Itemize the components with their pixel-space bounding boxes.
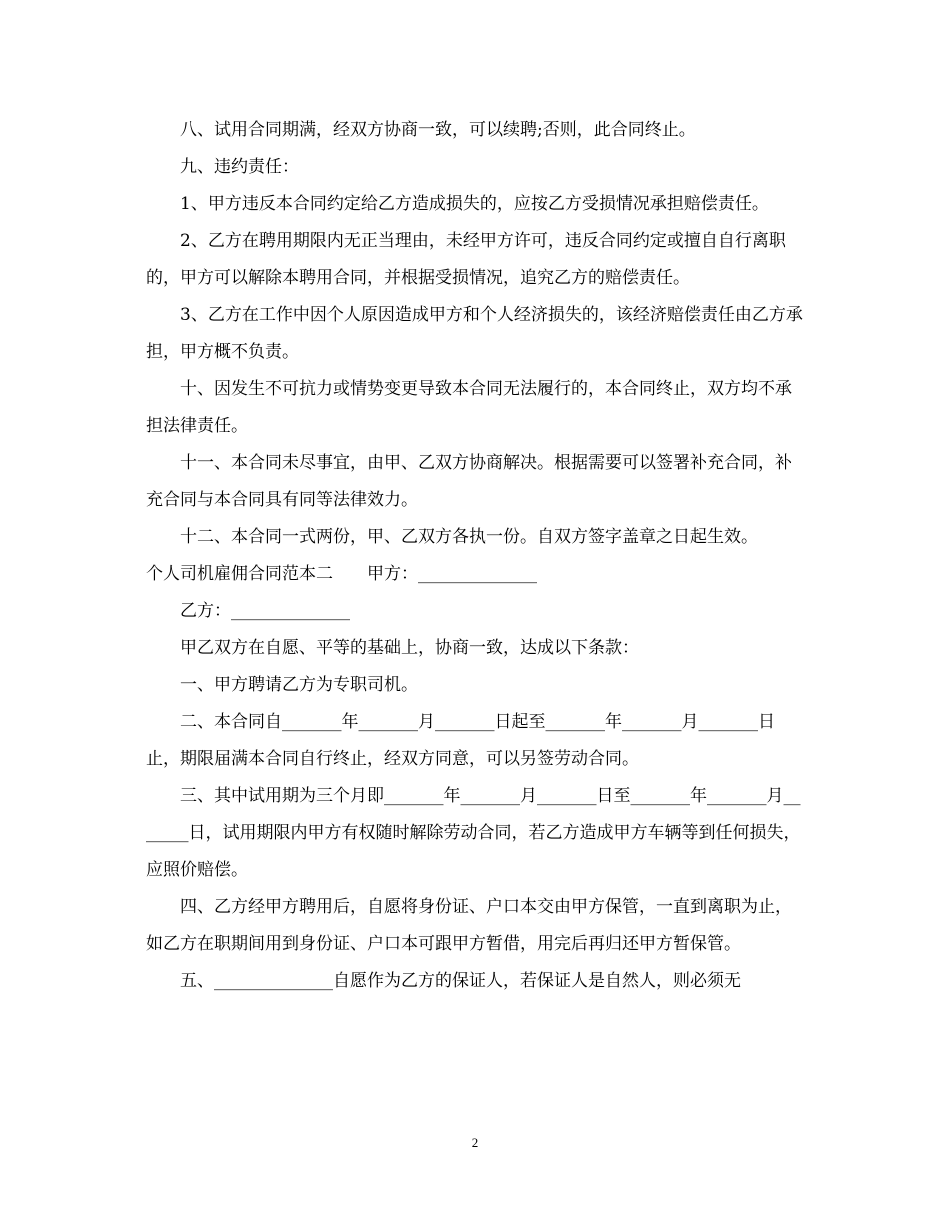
- clause-9-item-2: 2、乙方在聘用期限内无正当理由，未经甲方许可，违反合同约定或擅自自行离职的，甲方可以解除本聘用合同，并根据受损情况，追究乙方的赔偿责任。: [146, 231, 786, 288]
- template-2-title-party-a: 个人司机雇佣合同范本二 甲方：______________: [146, 564, 537, 584]
- article-5: 五、______________自愿作为乙方的保证人，若保证人是自然人，则必须无: [180, 971, 741, 991]
- article-4: 四、乙方经甲方聘用后，自愿将身份证、户口本交由甲方保管，一直到离职为止，如乙方在职期间用到身份证、户口本可跟甲方暂借，用完后再归还甲方暂保管。: [146, 897, 792, 954]
- contract-body: [146, 112, 806, 1000]
- clause-8: 八、试用合同期满，经双方协商一致，可以续聘;否则，此合同终止。: [180, 120, 696, 140]
- clause-11: 十一、本合同未尽事宜，由甲、乙双方协商解决。根据需要可以签署补充合同，补充合同与本合同具有同等法律效力。: [146, 453, 792, 510]
- clause-9-item-1: 1、甲方违反本合同约定给乙方造成损失的，应按乙方受损情况承担赔偿责任。: [180, 194, 769, 214]
- clause-10: 十、因发生不可抗力或情势变更导致本合同无法履行的，本合同终止，双方均不承担法律责任。: [146, 379, 792, 436]
- article-3: 三、其中试用期为三个月即_______年_______月_______日至_______年_______月_______日，试用期限内甲方有权随时解除劳动合同，若乙方造成甲方车辆等到任何损失，应照价赔偿。: [146, 786, 801, 880]
- article-2: 二、本合同自_______年_______月_______日起至_______年_______月_______日止，期限届满本合同自行终止，经双方同意，可以另签劳动合同。: [146, 712, 775, 769]
- article-1: 一、甲方聘请乙方为专职司机。: [180, 675, 418, 695]
- party-b-line: 乙方：______________: [180, 601, 350, 621]
- clause-9-heading: 九、违约责任：: [180, 157, 299, 177]
- clause-9-item-3: 3、乙方在工作中因个人原因造成甲方和个人经济损失的，该经济赔偿责任由乙方承担，甲方概不负责。: [146, 305, 803, 362]
- page-number: 2: [471, 1135, 479, 1150]
- preamble: 甲乙双方在自愿、平等的基础上，协商一致，达成以下条款：: [180, 638, 639, 658]
- clause-12: 十二、本合同一式两份，甲、乙双方各执一份。自双方签字盖章之日起生效。: [180, 527, 758, 547]
